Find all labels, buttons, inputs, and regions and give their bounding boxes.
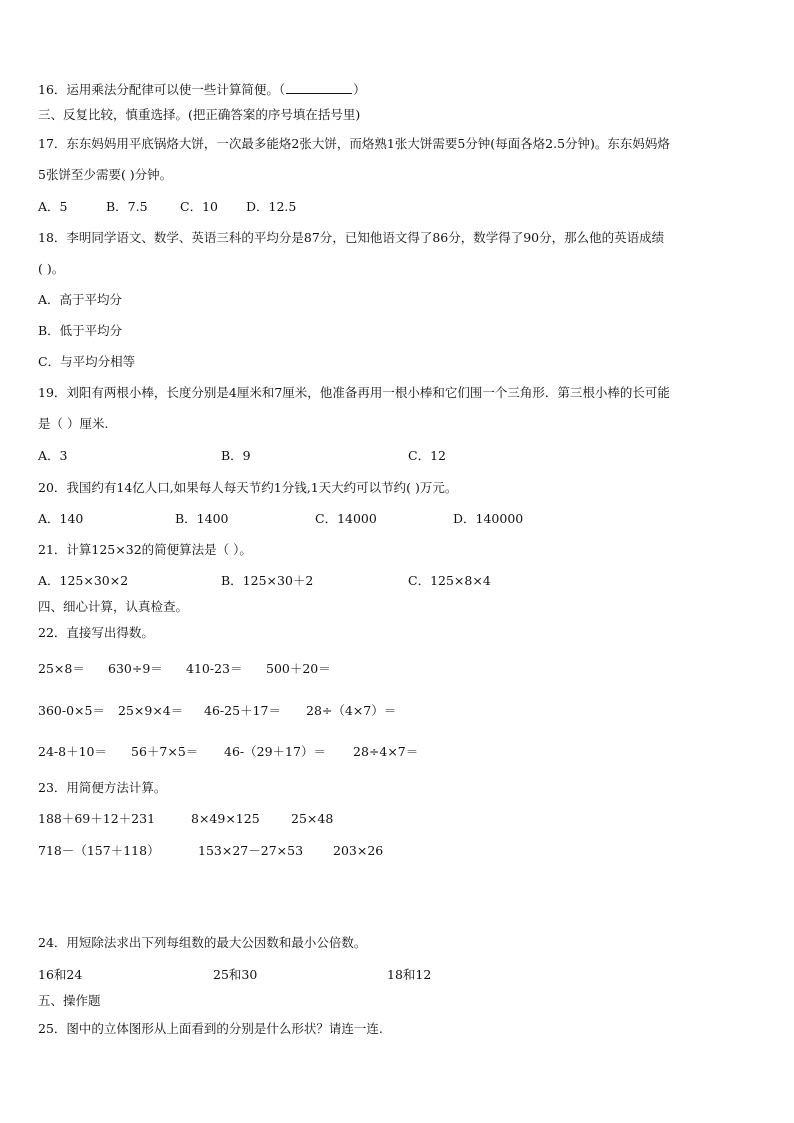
expression: 153×27－27×53 <box>198 843 304 858</box>
question-19-line1: 19．刘阳有两根小棒，长度分别是4厘米和7厘米，他准备再用一根小棒和它们围一个三角形．第三根小棒的长可能 <box>38 385 670 400</box>
expression: 8×49×125 <box>191 811 260 826</box>
option-d[interactable]: D．12.5 <box>246 199 297 214</box>
question-22-title: 22．直接写出得数。 <box>38 625 154 640</box>
expression: 25×48 <box>291 811 334 826</box>
expression: 24-8＋10＝ <box>38 744 107 759</box>
option-b[interactable]: B．低于平均分 <box>38 323 123 338</box>
option-c[interactable]: C．与平均分相等 <box>38 354 136 369</box>
option-b[interactable]: B．9 <box>221 448 251 463</box>
question-19-line2: 是（ ）厘米. <box>38 416 109 431</box>
question-24-title: 24．用短除法求出下列每组数的最大公因数和最小公倍数。 <box>38 935 367 950</box>
number-pair: 25和30 <box>213 967 258 982</box>
option-c[interactable]: C．125×8×4 <box>408 573 491 588</box>
option-a[interactable]: A．125×30×2 <box>38 573 129 588</box>
question-16 <box>38 81 366 98</box>
q16-close: ） <box>353 82 366 97</box>
expression: 46-（29＋17）＝ <box>224 744 326 759</box>
expression: 360-0×5＝ <box>38 703 105 718</box>
question-17-line2: 5张饼至少需要( )分钟。 <box>38 167 173 182</box>
expression: 56＋7×5＝ <box>131 744 199 759</box>
expression: 25×9×4＝ <box>118 703 184 718</box>
option-a[interactable]: A．高于平均分 <box>38 292 123 307</box>
expression: 630÷9＝ <box>108 661 163 676</box>
question-21-line1: 21．计算125×32的简便算法是（ ）。 <box>38 542 252 557</box>
section-5-heading: 五、操作题 <box>38 993 101 1008</box>
option-b[interactable]: B．125×30＋2 <box>221 573 314 588</box>
q16-text: 16．运用乘法分配律可以使一些计算简便。（ <box>38 82 286 97</box>
section-3-heading: 三、反复比较，慎重选择。(把正确答案的序号填在括号里) <box>38 107 361 122</box>
option-a[interactable]: A．5 <box>38 199 68 214</box>
question-17-line1: 17．东东妈妈用平底锅烙大饼，一次最多能烙2张大饼，而烙熟1张大饼需要5分钟(每面各烙2.5分钟)。东东妈妈烙 <box>38 136 670 151</box>
question-18-line1: 18．李明同学语文、数学、英语三科的平均分是87分，已知他语文得了86分，数学得了90分，那么他的英语成绩 <box>38 230 665 245</box>
option-c[interactable]: C．12 <box>408 448 446 463</box>
section-4-heading: 四、细心计算，认真检查。 <box>38 599 189 614</box>
option-c[interactable]: C．14000 <box>315 511 377 526</box>
option-c[interactable]: C．10 <box>180 199 218 214</box>
expression: 410-23＝ <box>186 661 243 676</box>
expression: 46-25＋17＝ <box>204 703 281 718</box>
option-d[interactable]: D．140000 <box>453 511 524 526</box>
number-pair: 16和24 <box>38 967 83 982</box>
expression: 28÷（4×7）＝ <box>306 703 397 718</box>
question-23-title: 23．用简便方法计算。 <box>38 780 167 795</box>
expression: 28÷4×7＝ <box>353 744 419 759</box>
expression: 188＋69＋12＋231 <box>38 811 156 826</box>
expression: 718－（157＋118） <box>38 843 160 858</box>
expression: 500＋20＝ <box>266 661 331 676</box>
question-18-line2: ( )。 <box>38 261 65 276</box>
answer-blank[interactable] <box>286 81 352 94</box>
expression: 25×8＝ <box>38 661 85 676</box>
option-a[interactable]: A．140 <box>38 511 84 526</box>
option-a[interactable]: A．3 <box>38 448 68 463</box>
option-b[interactable]: B．7.5 <box>106 199 148 214</box>
option-b[interactable]: B．1400 <box>175 511 229 526</box>
question-25-title: 25．图中的立体图形从上面看到的分别是什么形状？请连一连. <box>38 1021 383 1036</box>
question-20-line1: 20．我国约有14亿人口,如果每人每天节约1分钱,1天大约可以节约( )万元。 <box>38 480 458 495</box>
expression: 203×26 <box>333 843 384 858</box>
number-pair: 18和12 <box>387 967 432 982</box>
